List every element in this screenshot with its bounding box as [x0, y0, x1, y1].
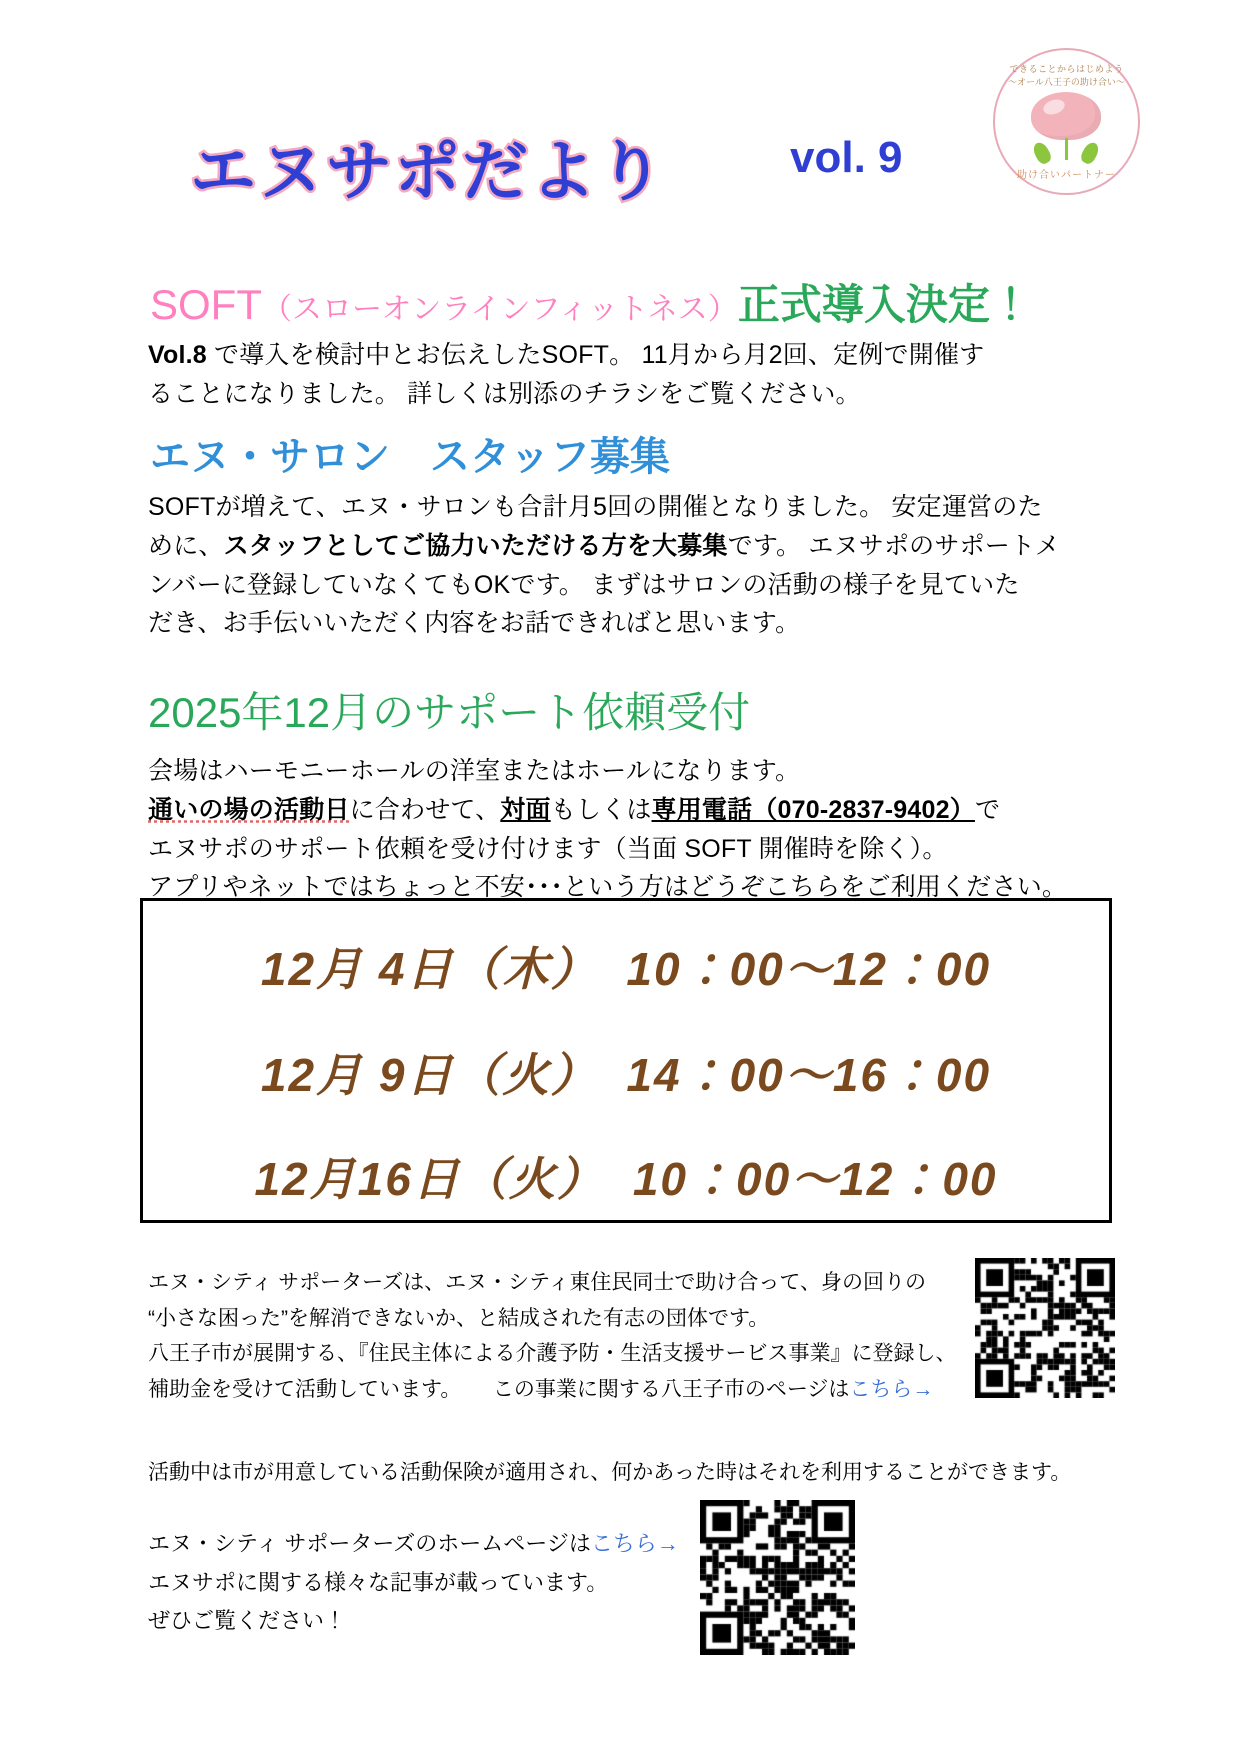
soft-body-line2: ることになりました。 詳しくは別添のチラシをご覧ください。 [148, 379, 861, 408]
schedule-date: 12月16日（火） [254, 1153, 605, 1205]
dec-body-line2b: に合わせて、 [349, 795, 501, 824]
homepage-line3: ぜひご覧ください！ [148, 1608, 347, 1633]
organization-logo [993, 48, 1140, 195]
salon-body-line2-bold: スタッフとしてご協力いただける方を大募集 [223, 531, 728, 560]
soft-heading-paren: （スローオンラインフィットネス） [262, 293, 738, 326]
soft-heading-green: 正式導入決定！ [737, 281, 1032, 328]
dec-body-line3: エヌサポのサポート依頼を受け付けます（当面 SOFT 開催時を除く）。 [148, 834, 948, 863]
stem-icon [1065, 138, 1068, 160]
dec-body-line2f: で [974, 795, 1001, 824]
schedule-box [140, 898, 1112, 1223]
schedule-date: 12月 9日（火） [260, 1049, 599, 1101]
salon-section-body [148, 488, 1108, 643]
insurance-note: 活動中は市が用意している活動保険が適用され、何かあった時はそれを利用することができます。 [148, 1461, 1072, 1484]
sprout-left-icon [1031, 140, 1054, 166]
bean-icon [1031, 92, 1101, 140]
hachioji-page-link[interactable]: こちら→ [849, 1378, 934, 1402]
salon-body-line1: SOFTが増えて、エヌ・サロンも合計月5回の開催となりました。 安定運営のた [148, 493, 1043, 521]
about-line2: “小さな困った”を解消できないか、と結成された有志の団体です。 [148, 1306, 770, 1330]
page-header [0, 0, 1241, 230]
soft-heading-main: SOFT [150, 281, 262, 328]
logo-ring-text-top: できることからはじめよう [1009, 64, 1124, 74]
volume-label: vol. 9 [790, 133, 903, 182]
december-section-body [148, 752, 1108, 907]
about-line3: 八王子市が展開する、『住民主体による介護予防・生活支援サービス事業』に登録し、 [148, 1342, 957, 1366]
about-line4: 補助金を受けて活動しています。 この事業に関する八王子市のページは [148, 1378, 850, 1402]
soft-body-vol: Vol.8 [148, 341, 207, 369]
soft-body-line1: で導入を検討中とお伝えしたSOFT。 11月から月2回、定例で開催す [206, 341, 985, 369]
about-organization-text [148, 1265, 958, 1408]
schedule-time: 14：00～16：00 [626, 1049, 992, 1101]
qr-code-hachioji[interactable] [975, 1258, 1115, 1398]
logo-ring-text-top2: ～オール八王子の助け合い～ [1008, 77, 1125, 87]
dec-body-line2-facetoface: 対面 [500, 795, 551, 824]
soft-section-heading [150, 272, 1032, 332]
december-section-heading: 2025年12月のサポート依頼受付 [148, 689, 751, 736]
schedule-time: 10：00～12：00 [632, 1153, 998, 1205]
homepage-note [148, 1525, 708, 1641]
dec-body-line1: 会場はハーモニーホールの洋室またはホールになります。 [148, 757, 801, 785]
soft-section-body [148, 336, 1098, 414]
page-title: エヌサポだより [190, 134, 666, 208]
salon-body-line2c: です。 エヌサポのサポートメ [727, 531, 1061, 560]
logo-ring-text-bottom: 助け合いパートナー [1017, 170, 1116, 181]
schedule-time: 10：00～12：00 [626, 943, 992, 995]
dec-body-line2-phone: 専用電話（070-2837-9402） [651, 795, 975, 824]
salon-body-line3: ンバーに登録していなくてもOKです。 まずはサロンの活動の様子を見ていた [148, 570, 1020, 599]
salon-body-line4: だき、お手伝いいただく内容をお話できればと思います。 [148, 609, 801, 638]
qr-code-homepage[interactable] [700, 1500, 855, 1655]
dec-body-line4: アプリやネットではちょっと不安･･･という方はどうぞこちらをご利用ください。 [148, 873, 1068, 902]
dec-body-line2d: もしくは [550, 795, 652, 824]
schedule-row [143, 933, 1109, 999]
salon-body-line2a: めに、 [148, 531, 224, 560]
schedule-date: 12月 4日（木） [260, 943, 599, 995]
homepage-line1: エヌ・シティ サポーターズのホームページは [148, 1531, 591, 1556]
schedule-row [143, 1039, 1109, 1105]
homepage-link[interactable]: こちら→ [590, 1531, 679, 1556]
homepage-line2: エヌサポに関する様々な記事が載っています。 [148, 1569, 609, 1595]
sprout-right-icon [1079, 140, 1102, 166]
salon-section-heading: エヌ・サロン スタッフ募集 [150, 435, 670, 479]
dec-body-line2-activity: 通いの場の活動日 [148, 795, 350, 824]
about-line1: エヌ・シティ サポーターズは、エヌ・シティ東住民同士で助け合って、身の回りの [148, 1271, 927, 1294]
schedule-row [143, 1143, 1109, 1209]
